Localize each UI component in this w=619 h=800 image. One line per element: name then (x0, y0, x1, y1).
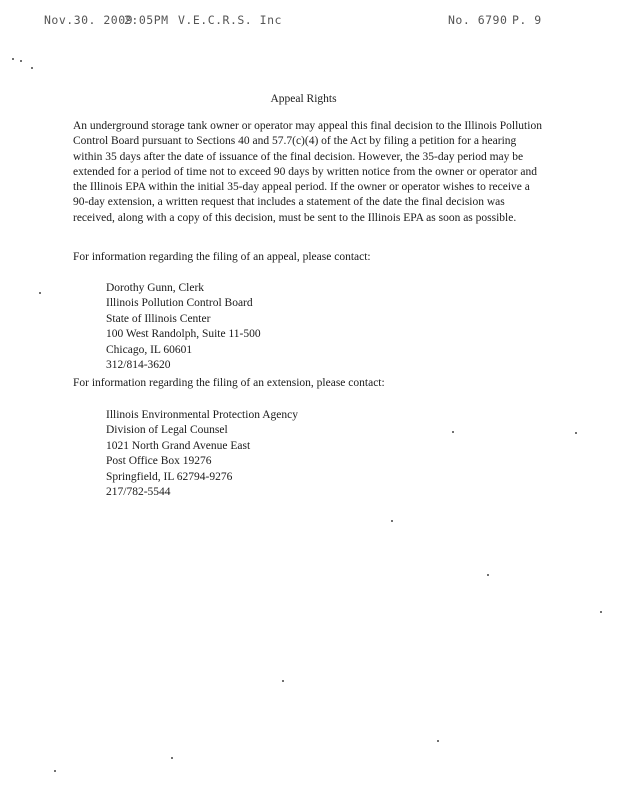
epa-address (106, 408, 298, 500)
scan-speck (600, 611, 602, 613)
scan-speck (171, 757, 173, 759)
extension-contact-intro: For information regarding the filing of an extension, please contact: (73, 377, 385, 389)
scan-speck (487, 574, 489, 576)
scan-speck (452, 431, 454, 433)
scan-speck (12, 58, 14, 60)
scan-speck (54, 770, 56, 772)
scan-speck (437, 740, 439, 742)
scan-speck (31, 67, 33, 69)
appeal-paragraph: An underground storage tank owner or operator may appeal this final decision to the Illinois Pollution Control Board pursuant to Sections 40 and 57.7(c)(4) of the Act by filing a petition for a hearing within 35 days after the date of issuance of the final decision. However, the 35-day period may be extended for a period of time not to exceed 90 days by written notice from the owner or operator and the Illinois EPA within the initial 35-day appeal period. If the owner or operator wishes to receive a 90-day extension, a written request that includes a statement of the date the final decision was received, along with a copy of this decision, must be sent to the Illinois EPA as soon as possible. (73, 120, 542, 224)
division-name: Division of Legal Counsel (106, 424, 228, 437)
organization-name: Illinois Pollution Control Board (106, 297, 253, 310)
pollution-board-address (106, 281, 261, 373)
fax-number: No. 6790 (448, 13, 508, 27)
po-box: Post Office Box 19276 (106, 455, 212, 468)
scan-speck (20, 60, 22, 62)
scan-speck (282, 680, 284, 682)
building-name: State of Illinois Center (106, 312, 211, 325)
city-state-zip: Chicago, IL 60601 (106, 343, 193, 356)
fax-sender: V.E.C.R.S. Inc (178, 13, 282, 27)
street-address: 1021 North Grand Avenue East (106, 439, 251, 452)
fax-time: 2:05PM (124, 13, 169, 27)
phone-number: 217/782-5544 (106, 486, 171, 499)
scan-speck (391, 520, 393, 522)
document-title: Appeal Rights (270, 93, 337, 105)
scan-speck (39, 292, 41, 294)
fax-date: Nov.30. 2009 (44, 13, 134, 27)
phone-number: 312/814-3620 (106, 359, 171, 372)
organization-name: Illinois Environmental Protection Agency (106, 409, 298, 421)
fax-transmission-header (0, 13, 619, 29)
contact-name: Dorothy Gunn, Clerk (106, 282, 205, 294)
street-address: 100 West Randolph, Suite 11-500 (106, 328, 261, 341)
city-state-zip: Springfield, IL 62794-9276 (106, 470, 233, 483)
fax-page-number: P. 9 (512, 13, 542, 27)
appeal-contact-intro: For information regarding the filing of an appeal, please contact: (73, 251, 371, 263)
scan-speck (575, 432, 577, 434)
